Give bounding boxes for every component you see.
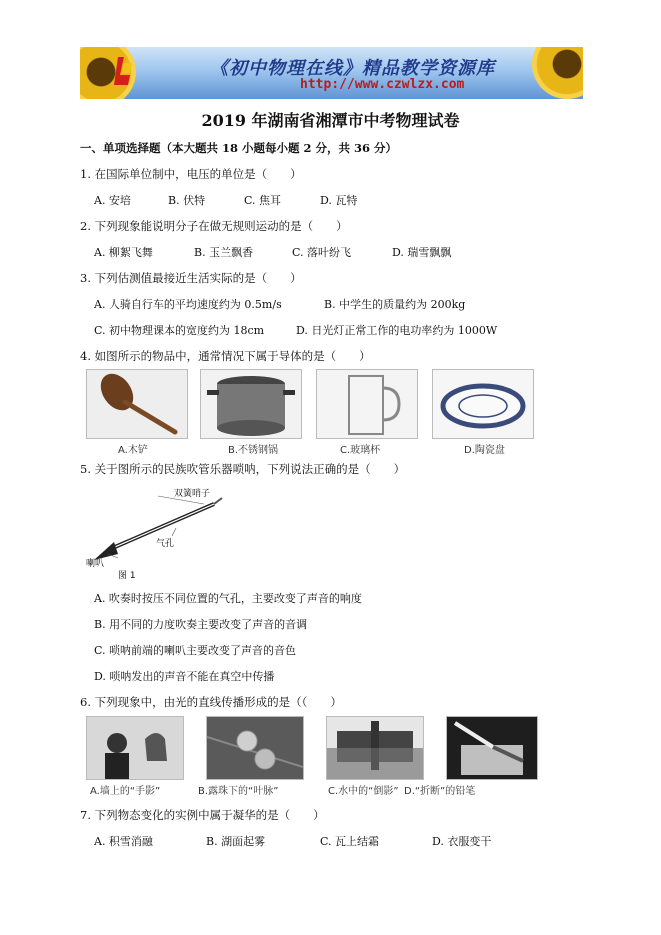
q5-option-a: A. 吹奏时按压不同位置的气孔，主要改变了声音的响度 bbox=[94, 592, 362, 605]
q3-option-c: C. 初中物理课本的宽度约为 18cm bbox=[94, 324, 265, 337]
q7-option-a: A. 积雪消融 bbox=[94, 835, 153, 848]
q6-caption-c: C.水中的“倒影” bbox=[328, 786, 399, 797]
label-air-hole: 气孔 bbox=[156, 539, 175, 549]
q4-caption-b: B.不锈钢锅 bbox=[228, 445, 279, 456]
q4-caption-d: D.陶瓷盘 bbox=[464, 445, 505, 456]
question-5-stem: 5. 关于图所示的民族吹管乐器唢呐，下列说法正确的是（ ） bbox=[80, 462, 406, 476]
section-heading: 一、单项选择题（本大题共 18 小题每小题 2 分，共 36 分） bbox=[80, 141, 398, 155]
suona-figure bbox=[86, 488, 236, 580]
photo-ceramic-plate bbox=[432, 369, 534, 439]
q7-option-d: D. 衣服变干 bbox=[432, 835, 492, 848]
q2-option-a: A. 柳絮飞舞 bbox=[94, 246, 153, 259]
q7-option-c: C. 瓦上结霜 bbox=[320, 835, 380, 848]
q5-option-b: B. 用不同的力度吹奏主要改变了声音的音调 bbox=[94, 618, 308, 631]
q3-option-b: B. 中学生的质量约为 200kg bbox=[324, 298, 466, 311]
q1-option-a: A. 安培 bbox=[94, 194, 131, 207]
question-1-stem: 1. 在国际单位制中，电压的单位是（ ） bbox=[80, 167, 302, 181]
q1-option-d: D. 瓦特 bbox=[320, 194, 358, 207]
banner-title: 《初中物理在线》精品教学资源库 bbox=[210, 58, 495, 79]
photo-bent-pencil bbox=[446, 716, 538, 780]
photo-dewdrop bbox=[206, 716, 304, 780]
q7-option-b: B. 湖面起雾 bbox=[206, 835, 266, 848]
question-3-stem: 3. 下列估测值最接近生活实际的是（ ） bbox=[80, 271, 302, 285]
q4-caption-c: C.玻璃杯 bbox=[340, 445, 381, 456]
q2-option-d: D. 瑞雪飘飘 bbox=[392, 246, 452, 259]
q5-option-d: D. 唢呐发出的声音不能在真空中传播 bbox=[94, 670, 275, 683]
label-horn: 喇叭 bbox=[86, 559, 105, 569]
figure-number: 图 1 bbox=[118, 571, 136, 581]
photo-hand-shadow bbox=[86, 716, 184, 780]
photo-wooden-spatula bbox=[86, 369, 188, 439]
q1-option-b: B. 伏特 bbox=[168, 194, 206, 207]
question-6-stem: 6. 下列现象中，由光的直线传播形成的是（（ ） bbox=[80, 695, 342, 709]
logo-icon bbox=[112, 55, 134, 89]
banner-url[interactable]: http://www.czwlzx.com bbox=[300, 77, 465, 92]
q2-option-b: B. 玉兰飘香 bbox=[194, 246, 254, 259]
question-4-stem: 4. 如图所示的物品中，通常情况下属于导体的是（ ） bbox=[80, 349, 371, 363]
q6-caption-d: D.“折断”的铅笔 bbox=[404, 786, 476, 797]
page-title: 2019 年湖南省湘潭市中考物理试卷 bbox=[201, 111, 460, 130]
question-2-stem: 2. 下列现象能说明分子在做无规则运动的是（ ） bbox=[80, 219, 348, 233]
header-banner bbox=[80, 47, 583, 99]
photo-glass-cup bbox=[316, 369, 418, 439]
photo-steel-pot bbox=[200, 369, 302, 439]
question-7-stem: 7. 下列物态变化的实例中属于凝华的是（ ） bbox=[80, 808, 325, 822]
q4-caption-a: A.木铲 bbox=[118, 445, 148, 456]
q2-option-c: C. 落叶纷飞 bbox=[292, 246, 352, 259]
photo-reflection bbox=[326, 716, 424, 780]
q3-option-a: A. 人骑自行车的平均速度约为 0.5m/s bbox=[94, 298, 282, 311]
q5-option-c: C. 唢呐前端的喇叭主要改变了声音的音色 bbox=[94, 644, 297, 657]
sunflower-icon bbox=[532, 47, 583, 99]
q3-option-d: D. 日光灯正常工作的电功率约为 1000W bbox=[296, 324, 498, 337]
q6-caption-b: B.露珠下的“叶脉” bbox=[198, 786, 279, 797]
q6-caption-a: A.墙上的“手影” bbox=[90, 786, 161, 797]
label-reed: 双簧哨子 bbox=[174, 489, 211, 499]
q1-option-c: C. 焦耳 bbox=[244, 194, 282, 207]
